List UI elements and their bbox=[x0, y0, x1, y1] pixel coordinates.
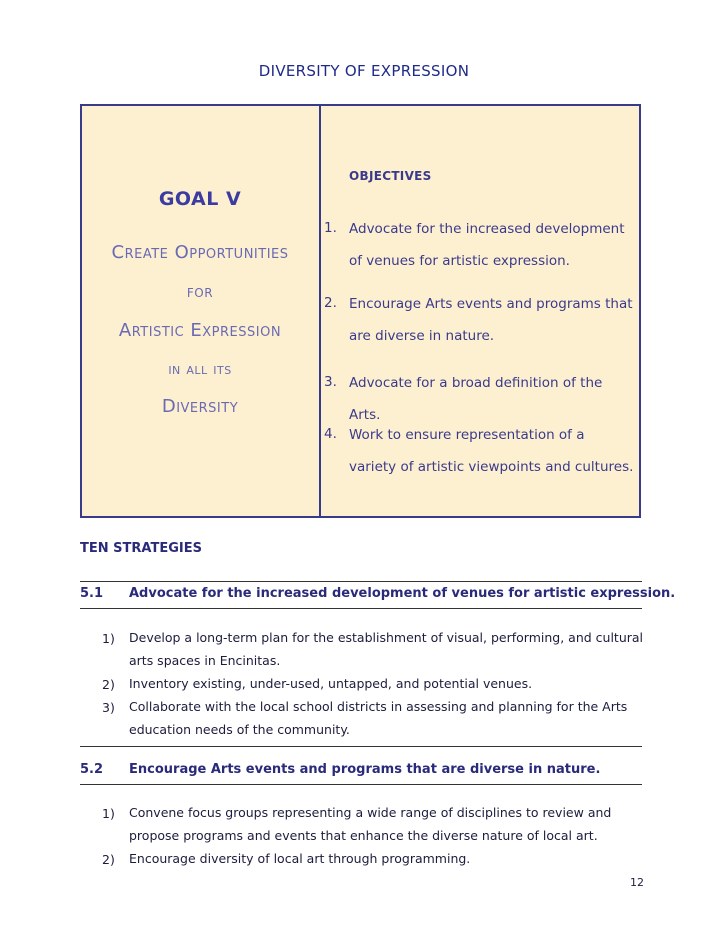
section-rule-top bbox=[80, 746, 642, 747]
section-number: 5.1 bbox=[80, 586, 104, 601]
objective-2-number: 2. bbox=[324, 295, 337, 311]
page-title: DIVERSITY OF EXPRESSION bbox=[258, 62, 470, 80]
strategy-item-number: 2) bbox=[102, 852, 115, 867]
objective-2-text: Encourage Arts events and programs that are diverse in nature. bbox=[349, 296, 633, 344]
goal-line-4: in all its bbox=[168, 359, 232, 378]
goal-line-5: Diversity bbox=[161, 396, 239, 417]
page-number: 12 bbox=[630, 876, 644, 889]
objective-3-number: 3. bbox=[324, 374, 337, 390]
section-number: 5.2 bbox=[80, 762, 104, 777]
goal-line-1: Create Opportunities bbox=[111, 242, 289, 263]
strategy-item-text: Inventory existing, under-used, untapped, and potential venues. bbox=[129, 676, 533, 691]
goal-line-3: Artistic Expression bbox=[118, 320, 282, 341]
strategies-heading: TEN STRATEGIES bbox=[80, 541, 202, 556]
section-rule-bottom bbox=[80, 608, 642, 609]
goal-box-divider bbox=[319, 104, 321, 518]
objective-1-text: Advocate for the increased development of venues for artistic expression. bbox=[349, 221, 625, 269]
strategy-item-text: Encourage diversity of local art through programming. bbox=[129, 851, 471, 866]
objectives-heading: OBJECTIVES bbox=[349, 169, 432, 183]
section-rule-top bbox=[80, 581, 642, 582]
strategy-item-text: Develop a long-term plan for the establishment of visual, performing, and cultural arts spaces in Encinitas. bbox=[129, 630, 644, 668]
strategy-item-number: 1) bbox=[102, 806, 115, 821]
objective-4-number: 4. bbox=[324, 426, 337, 442]
strategy-item-number: 3) bbox=[102, 700, 115, 715]
goal-line-2: for bbox=[186, 282, 214, 302]
goal-heading: GOAL V bbox=[158, 188, 242, 210]
strategy-item-text: Collaborate with the local school districts in assessing and planning for the Arts education needs of the community. bbox=[129, 699, 628, 737]
strategy-item-text: Convene focus groups representing a wide range of disciplines to review and propose programs and events that enhance the diverse nature of local art. bbox=[129, 805, 612, 843]
strategy-item-number: 2) bbox=[102, 677, 115, 692]
section-rule-bottom bbox=[80, 784, 642, 785]
section-title: Encourage Arts events and programs that are diverse in nature. bbox=[129, 762, 601, 777]
objective-4-text: Work to ensure representation of a variety of artistic viewpoints and cultures. bbox=[349, 427, 634, 475]
objective-3-text: Advocate for a broad definition of the Arts. bbox=[349, 375, 603, 423]
section-title: Advocate for the increased development of venues for artistic expression. bbox=[129, 586, 676, 601]
objective-1-number: 1. bbox=[324, 220, 337, 236]
strategy-item-number: 1) bbox=[102, 631, 115, 646]
